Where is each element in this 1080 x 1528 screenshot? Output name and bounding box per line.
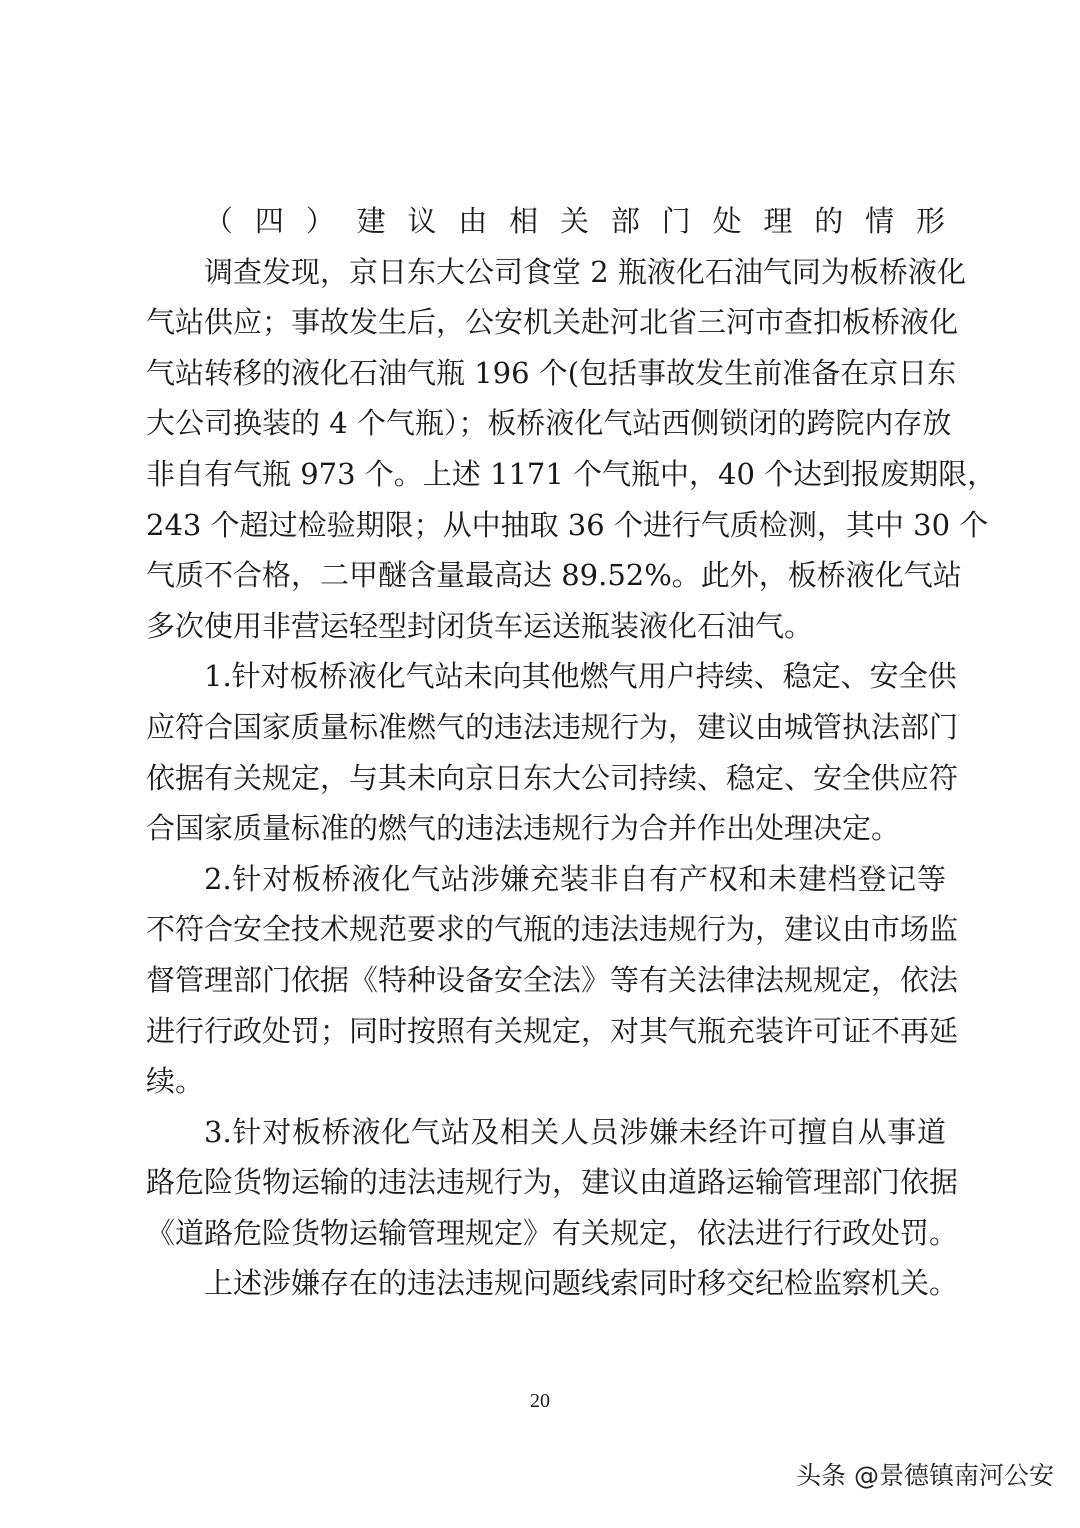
body-text-line: 非自有气瓶 973 个。上述 1171 个气瓶中，40 个达到报废期限， bbox=[146, 456, 997, 491]
page-number: 20 bbox=[530, 1390, 550, 1412]
body-text-line: 3.针对板桥液化气站及相关人员涉嫌未经许可擅自从事道 bbox=[204, 1114, 946, 1149]
body-text-line: 1.针对板桥液化气站未向其他燃气用户持续、稳定、安全供 bbox=[204, 659, 957, 694]
body-text-line: 进行行政处罚；同时按照有关规定，对其气瓶充装许可证不再延 bbox=[146, 1013, 959, 1048]
body-text-line: 气站供应；事故发生后，公安机关赴河北省三河市查扣板桥液化 bbox=[146, 305, 959, 340]
watermark-text: 头条 @景德镇南河公安 bbox=[796, 1461, 1054, 1490]
body-text-line: 2.针对板桥液化气站涉嫌充装非自有产权和未建档登记等 bbox=[204, 861, 946, 896]
document-body bbox=[146, 196, 997, 1309]
body-text-line: 气站转移的液化石油气瓶 196 个(包括事故发生前准备在京日东 bbox=[146, 355, 957, 390]
body-text-line: 气质不合格，二甲醚含量最高达 89.52%。此外，板桥液化气站 bbox=[146, 558, 962, 593]
body-text-line: 调查发现，京日东大公司食堂 2 瓶液化石油气同为板桥液化 bbox=[204, 254, 966, 289]
body-text-line: 多次使用非营运轻型封闭货车运送瓶装液化石油气。 bbox=[146, 608, 814, 643]
body-text-line: 督管理部门依据《特种设备安全法》等有关法律法规规定，依法 bbox=[146, 962, 959, 997]
body-text-line: 续。 bbox=[146, 1064, 205, 1099]
section-heading: （四）建议由相关部门处理的情形 bbox=[204, 204, 946, 238]
body-text-line: 应符合国家质量标准燃气的违法违规行为，建议由城管执法部门 bbox=[146, 709, 959, 744]
body-text-line: 依据有关规定，与其未向京日东大公司持续、稳定、安全供应符 bbox=[146, 760, 959, 795]
body-text-line: 路危险货物运输的违法违规行为，建议由道路运输管理部门依据 bbox=[146, 1165, 959, 1200]
body-text-line: 不符合安全技术规范要求的气瓶的违法违规行为，建议由市场监 bbox=[146, 912, 959, 947]
body-text-line: 大公司换装的 4 个气瓶）；板桥液化气站西侧锁闭的跨院内存放 bbox=[146, 406, 952, 441]
body-text-line: 243 个超过检验期限；从中抽取 36 个进行气质检测，其中 30 个 bbox=[146, 507, 989, 542]
body-text-line: 《道路危险货物运输管理规定》有关规定，依法进行行政处罚。 bbox=[146, 1215, 959, 1250]
body-text-line: 上述涉嫌存在的违法违规问题线索同时移交纪检监察机关。 bbox=[204, 1266, 959, 1301]
body-text-line: 合国家质量标准的燃气的违法违规行为合并作出处理决定。 bbox=[146, 811, 901, 846]
